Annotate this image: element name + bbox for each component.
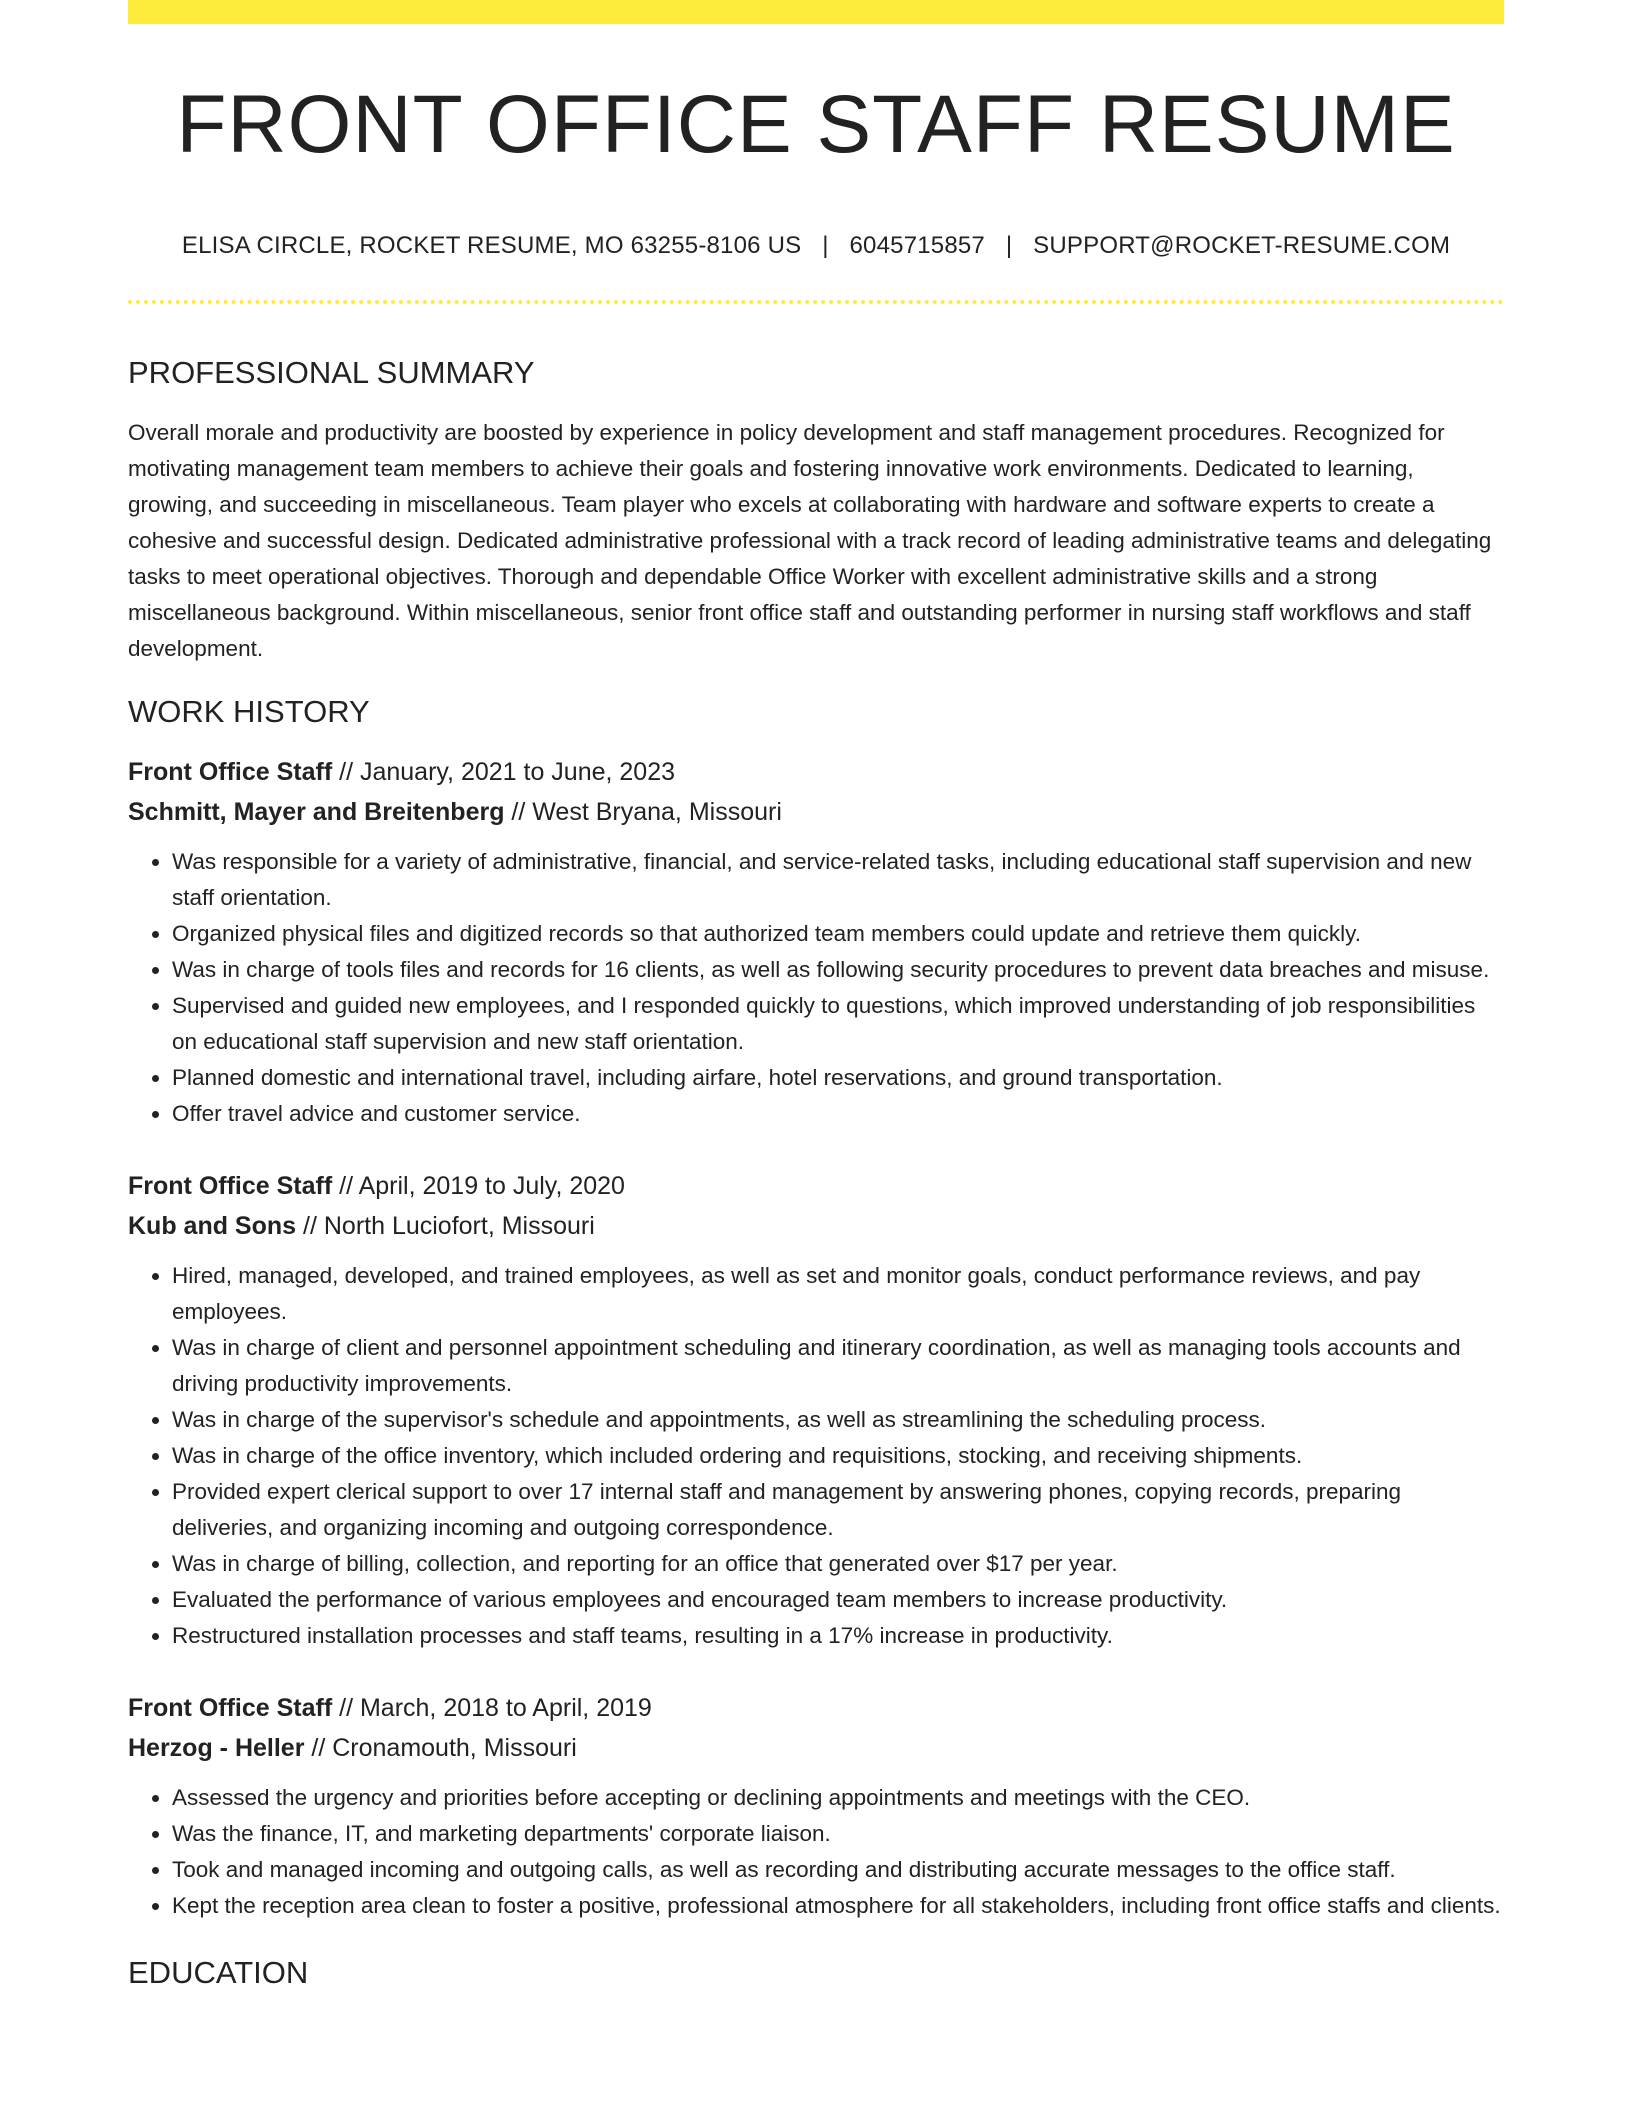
job-entry xyxy=(128,752,1504,1132)
job-company-line xyxy=(128,792,1504,832)
contact-address: ELISA CIRCLE, ROCKET RESUME, MO 63255-8106 US xyxy=(181,232,802,259)
divider: // xyxy=(296,1212,324,1241)
list-item: • Was in charge of the supervisor's schedule and appointments, as well as streamlining the scheduling process. xyxy=(172,1402,1504,1438)
job-entry xyxy=(128,1166,1504,1654)
contact-separator: | xyxy=(822,232,829,259)
job-dates: January, 2021 to June, 2023 xyxy=(359,758,676,787)
list-item: • Provided expert clerical support to over 17 internal staff and management by answering phones, copying records, preparing deliveries, and organizing incoming and outgoing correspondence. xyxy=(172,1474,1504,1546)
job-company: Schmitt, Mayer and Breitenberg xyxy=(128,798,505,827)
job-company: Kub and Sons xyxy=(128,1212,297,1241)
list-item: • Offer travel advice and customer service. xyxy=(172,1096,1504,1132)
job-title-line xyxy=(128,1166,1504,1206)
job-bullets xyxy=(128,844,1504,1132)
list-item: • Was the finance, IT, and marketing departments' corporate liaison. xyxy=(172,1816,1504,1852)
job-entry xyxy=(128,1688,1504,1924)
list-item: • Restructured installation processes and staff teams, resulting in a 17% increase in productivity. xyxy=(172,1618,1504,1654)
list-item: • Organized physical files and digitized records so that authorized team members could update and retrieve them quickly. xyxy=(172,916,1504,952)
list-item: • Was responsible for a variety of administrative, financial, and service-related tasks, including educational staff supervision and new staff orientation. xyxy=(172,844,1504,916)
top-accent-bar xyxy=(128,0,1504,24)
list-item: • Assessed the urgency and priorities before accepting or declining appointments and meetings with the CEO. xyxy=(172,1780,1504,1816)
resume-title: FRONT OFFICE STAFF RESUME xyxy=(176,79,1456,170)
summary-text: Overall morale and productivity are boosted by experience in policy development and staff management procedures. Recognized for motivating management team members to achieve their goals and fostering innovative work environments. Dedicated to learning, growing, and succeeding in miscellaneous. Team player who excels at collaborating with hardware and software experts to create a cohesive and successful design. Dedicated administrative professional with a track record of leading administrative teams and delegating tasks to meet operational objectives. Thorough and dependable Office Worker with excellent administrative skills and a strong miscellaneous background. Within miscellaneous, senior front office staff and outstanding performer in nursing staff workflows and staff development. xyxy=(128,420,1492,662)
summary-heading: PROFESSIONAL SUMMARY xyxy=(128,355,535,390)
job-company: Herzog - Heller xyxy=(128,1734,305,1763)
job-dates: April, 2019 to July, 2020 xyxy=(358,1172,625,1201)
work-history-heading: WORK HISTORY xyxy=(128,694,370,730)
divider: // xyxy=(332,1172,359,1201)
job-title: Front Office Staff xyxy=(128,758,333,787)
list-item: • Was in charge of tools files and records for 16 clients, as well as following security procedures to prevent data breaches and misuse. xyxy=(172,952,1504,988)
list-item: • Evaluated the performance of various employees and encouraged team members to increase productivity. xyxy=(172,1582,1504,1618)
job-company-line xyxy=(128,1206,1504,1246)
job-title: Front Office Staff xyxy=(128,1172,333,1201)
job-company-line xyxy=(128,1728,1504,1768)
list-item: • Took and managed incoming and outgoing calls, as well as recording and distributing accurate messages to the office staff. xyxy=(172,1852,1504,1888)
divider: // xyxy=(504,798,533,827)
job-location: North Luciofort, Missouri xyxy=(323,1212,595,1241)
job-dates: March, 2018 to April, 2019 xyxy=(359,1694,652,1723)
list-item: • Was in charge of the office inventory, which included ordering and requisitions, stocking, and receiving shipments. xyxy=(172,1438,1504,1474)
list-item: • Kept the reception area clean to foster a positive, professional atmosphere for all stakeholders, including front office staffs and clients. xyxy=(172,1888,1504,1924)
education-heading: EDUCATION xyxy=(128,1955,309,1991)
resume-page xyxy=(128,0,1504,1992)
job-location: Cronamouth, Missouri xyxy=(332,1734,577,1763)
contact-phone: 6045715857 xyxy=(849,232,985,259)
job-title-line xyxy=(128,1688,1504,1728)
list-item: • Hired, managed, developed, and trained employees, as well as set and monitor goals, conduct performance reviews, and pay employees. xyxy=(172,1258,1504,1330)
divider: // xyxy=(332,1694,360,1723)
contact-email[interactable]: SUPPORT@ROCKET-RESUME.COM xyxy=(1033,232,1451,259)
job-location: West Bryana, Missouri xyxy=(532,798,782,827)
job-bullets xyxy=(128,1780,1504,1924)
job-title-line xyxy=(128,752,1504,792)
list-item: • Was in charge of billing, collection, and reporting for an office that generated over $17 per year. xyxy=(172,1546,1504,1582)
list-item: • Supervised and guided new employees, and I responded quickly to questions, which improved understanding of job responsibilities on educational staff supervision and new staff orientation. xyxy=(172,988,1504,1060)
list-item: • Planned domestic and international travel, including airfare, hotel reservations, and ground transportation. xyxy=(172,1060,1504,1096)
divider: // xyxy=(304,1734,333,1763)
list-item: • Was in charge of client and personnel appointment scheduling and itinerary coordination, as well as managing tools accounts and driving productivity improvements. xyxy=(172,1330,1504,1402)
job-bullets xyxy=(128,1258,1504,1654)
dotted-divider xyxy=(128,300,1504,304)
contact-line xyxy=(128,232,1504,260)
divider: // xyxy=(332,758,360,787)
job-title: Front Office Staff xyxy=(128,1694,333,1723)
contact-separator: | xyxy=(1005,232,1013,259)
